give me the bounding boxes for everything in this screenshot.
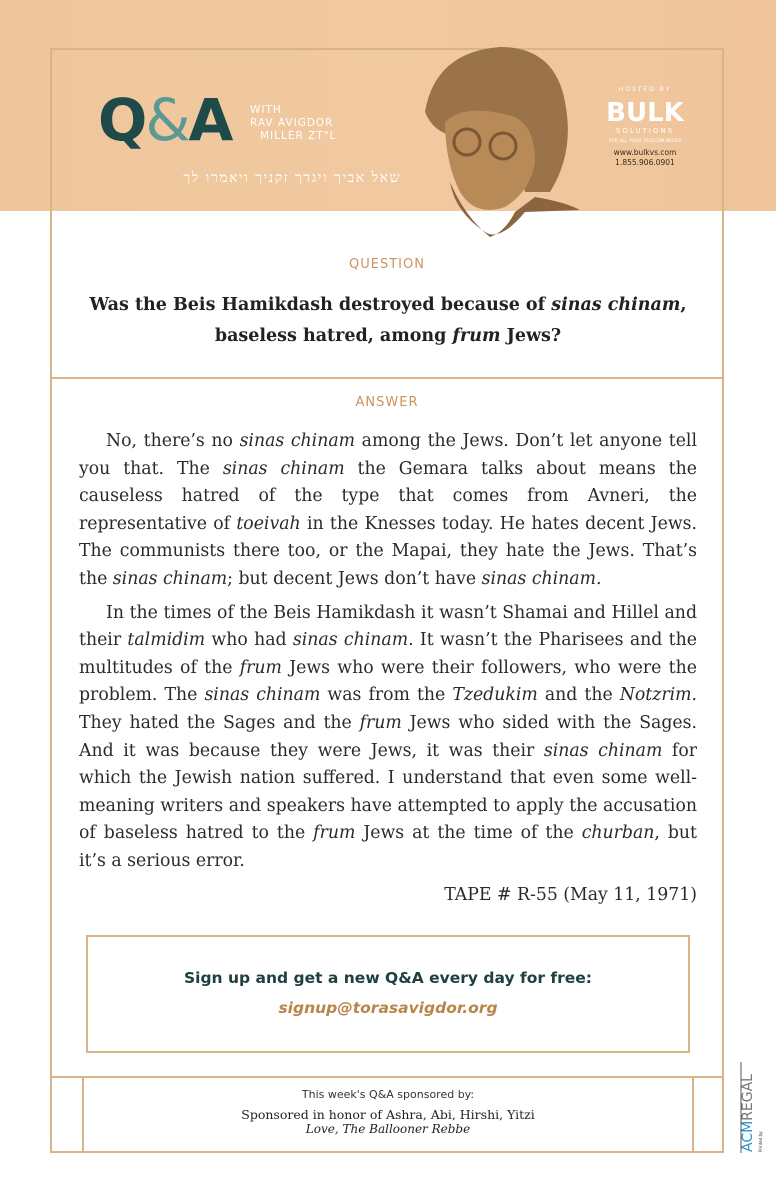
answer-body [79, 428, 697, 915]
italic-term: frum [452, 326, 501, 346]
italic-term: churban [581, 823, 655, 844]
text-run: Jews who were their followers, who were the problem. The [79, 657, 697, 706]
logo-amp: & [145, 86, 189, 154]
text-run: Jews? [500, 326, 562, 346]
italic-term: frum [239, 657, 282, 678]
bulk-website: www.bulkvs.com [613, 148, 677, 157]
text-run: Jews who sided with the Sages. And it was because they were Jews, it was their [79, 712, 697, 761]
signup-title: Sign up and get a new Q&A every day for free: [183, 969, 593, 987]
text-run: among the Jews. Don’t let anyone tell you that. The [79, 431, 697, 479]
with-line: MILLER ZT"L [260, 130, 337, 142]
logo-a: A [188, 86, 232, 154]
italic-term: sinas chinam. [481, 568, 602, 589]
sponsor-label: This week's Q&A sponsored by: [301, 1088, 475, 1101]
signup-box [86, 935, 690, 1053]
weekly-sponsor-box [82, 1077, 694, 1153]
italic-term: sinas chinam [239, 431, 356, 451]
answer-paragraph [79, 600, 697, 876]
svg-text:Printed by:: Printed by: [758, 1130, 763, 1152]
text-run: the Gemara talks about means the causeless hatred of the type that comes from Avneri, the representative of [79, 458, 697, 534]
text-run: , baseless hatred, among [214, 295, 687, 346]
hebrew-tagline: שאל אביך ויגדך זקניך ויאמרו לך [183, 170, 401, 186]
bulk-tagline: FOR ALL YOUR TELECOM NEEDS [608, 139, 682, 144]
text-run: Was the Beis Hamikdash destroyed because of [89, 295, 552, 315]
text-run: who had [205, 630, 293, 651]
italic-term: talmidim [127, 630, 206, 651]
hosted-by-label: HOSTED BY [618, 86, 672, 93]
section-divider [50, 377, 724, 379]
svg-text:ACMREGAL: ACMREGAL [740, 1074, 756, 1152]
text-run: , but it’s a serious error. [79, 823, 697, 871]
italic-term: toeivah [236, 513, 301, 534]
italic-term: sinas chinam [204, 685, 321, 706]
italic-term: sinas chinam [112, 568, 228, 589]
answer-paragraph [79, 428, 697, 594]
italic-term: frum [359, 712, 402, 733]
text-run: . They hated the Sages and the [79, 685, 697, 733]
text-run: and the [537, 685, 620, 706]
rabbi-portrait-image [405, 42, 585, 242]
text-run: in the Knesses today. He hates decent Jews. The communists there too, or the Mapai, they hate the Jews. That’s the [79, 513, 697, 589]
italic-term: Tzedukim [452, 685, 538, 706]
bulk-phone: 1.855.906.0901 [615, 158, 675, 167]
tape-reference: TAPE # R-55 (May 11, 1971) [444, 884, 697, 905]
italic-term: sinas chinam [543, 740, 663, 761]
italic-term: Notzrim [619, 685, 692, 706]
with-line: RAV AVIGDOR [250, 117, 334, 129]
sponsor-signature: Love, The Ballooner Rebbe [305, 1122, 471, 1136]
text-run: No, there’s no [106, 431, 240, 451]
italic-term: sinas chinam [551, 295, 681, 315]
text-run: Jews at the time of the [355, 823, 582, 844]
question-text [70, 290, 706, 352]
italic-term: sinas chinam [222, 458, 345, 479]
logo-q: Q [98, 86, 146, 154]
sponsor-dedication: Sponsored in honor of Ashra, Abi, Hirshi, Yitzi [241, 1107, 535, 1122]
text-run: ; but decent Jews don’t have [227, 568, 482, 589]
text-run: was from the [320, 685, 453, 706]
italic-term: sinas chinam [292, 630, 409, 651]
bulk-solutions: SOLUTIONS [615, 127, 675, 135]
with-line: WITH [250, 104, 282, 116]
text-run: . It wasn’t the Pharisees and the multitudes of the [79, 630, 697, 678]
signup-email-link[interactable]: signup@torasavigdor.org [278, 999, 498, 1017]
bulk-sponsor-block [590, 86, 700, 168]
text-run: for which the Jewish nation suffered. I understand that even some well-meaning writers and speakers have attempted to apply the accusation of baseless hatred to the [79, 740, 697, 844]
with-rav-text [250, 104, 336, 143]
question-label: QUESTION [349, 257, 425, 272]
acm-regal-printer-logo [738, 1060, 768, 1155]
qa-logo [98, 86, 231, 154]
text-run: In the times of the Beis Hamikdash it wasn’t Shamai and Hillel and their [79, 602, 697, 651]
bulk-logo: BULK [606, 98, 684, 128]
answer-label: ANSWER [355, 395, 419, 410]
italic-term: frum [313, 823, 356, 844]
